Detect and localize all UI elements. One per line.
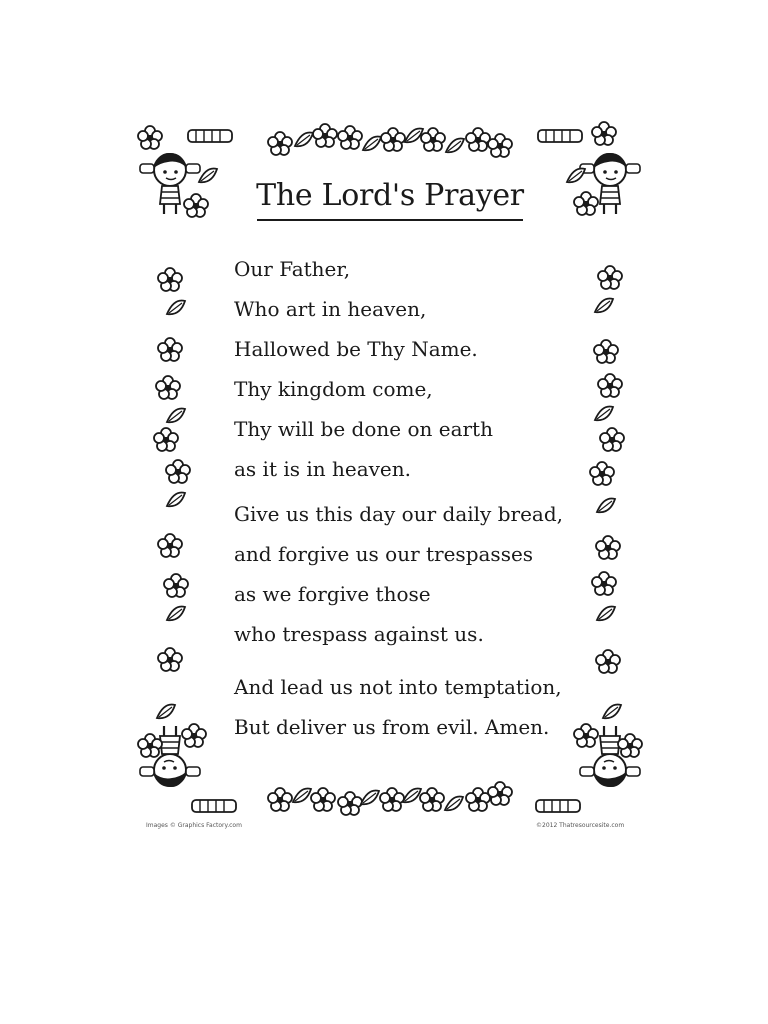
verse-line: Our Father,: [234, 257, 351, 281]
verse-line: But deliver us from evil. Amen.: [234, 715, 550, 739]
stanza: [234, 252, 493, 492]
page-title: The Lord's Prayer: [256, 178, 524, 213]
verse-line: Hallowed be Thy Name.: [234, 337, 478, 361]
verse-line: Thy kingdom come,: [234, 377, 433, 401]
verse-line: Who art in heaven,: [234, 297, 427, 321]
copyright-notice: ©2012 Thatresourcesite.com: [536, 822, 625, 829]
child-figure-icon: [538, 122, 640, 215]
child-figure-icon: [138, 705, 236, 812]
stanza: [234, 497, 563, 657]
verse-line: and forgive us our trespasses: [234, 542, 534, 566]
title-underline: [257, 219, 523, 221]
verse-line: And lead us not into temptation,: [234, 675, 562, 699]
image-credit: Images © Graphics Factory.com: [146, 822, 242, 829]
verse-line: as we forgive those: [234, 582, 431, 606]
child-figure-icon: [138, 126, 232, 217]
verse-line: who trespass against us.: [234, 622, 484, 646]
stanza: [234, 670, 562, 750]
verse-line: Thy will be done on earth: [234, 417, 493, 441]
verse-line: Give us this day our daily bread,: [234, 502, 563, 526]
verse-line: as it is in heaven.: [234, 457, 412, 481]
